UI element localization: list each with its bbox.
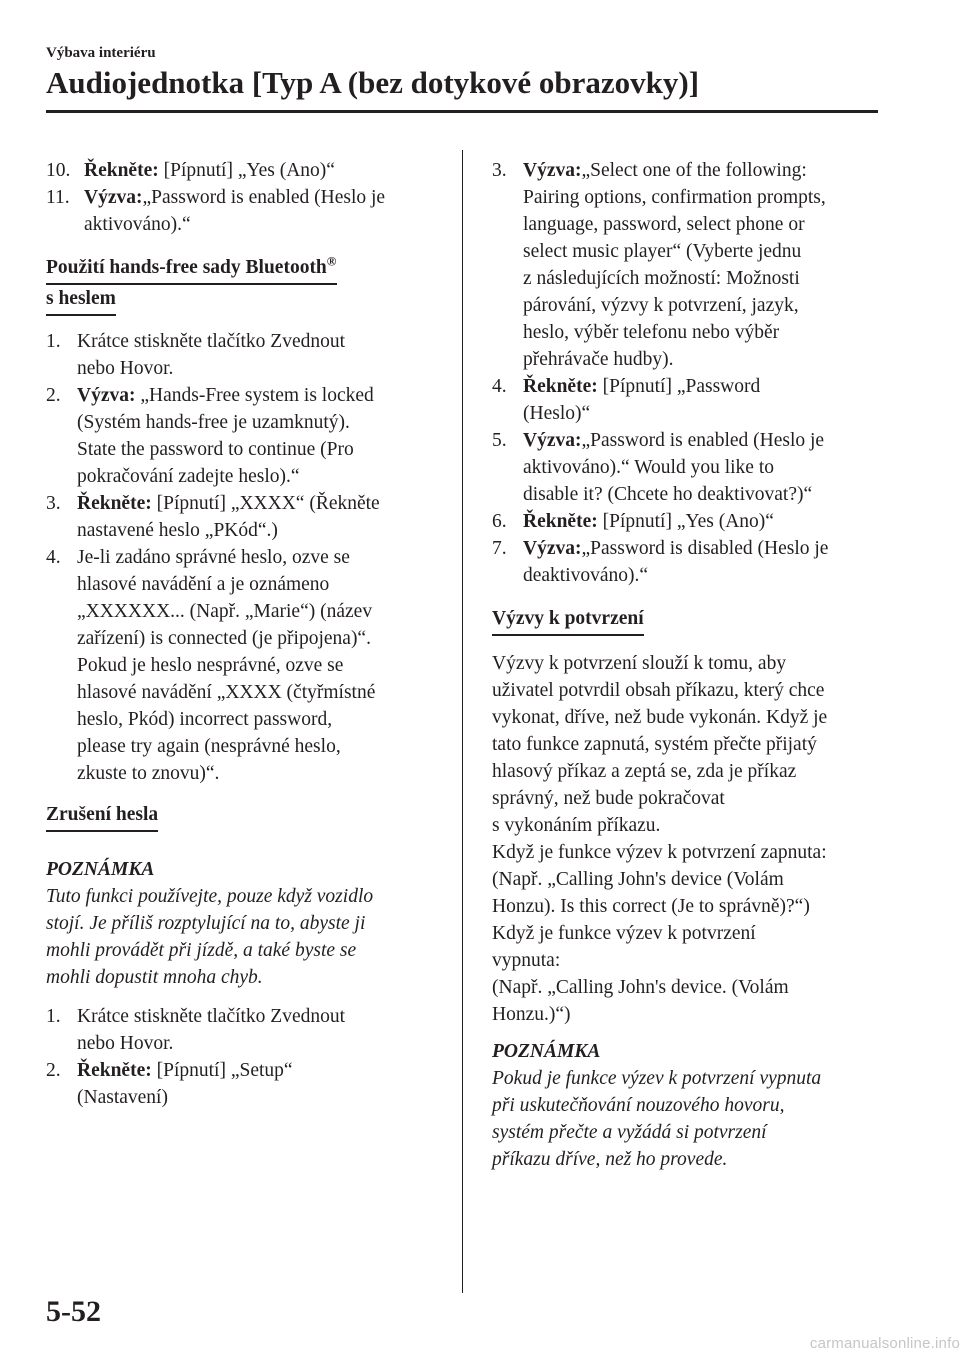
step-label: Řekněte: <box>84 160 159 181</box>
paragraph-line: (Např. „Calling John's device (Volám <box>492 869 784 890</box>
step-text: přehrávače hudby). <box>523 349 674 370</box>
step-text: deaktivováno).“ <box>523 565 649 586</box>
step-line <box>77 625 444 652</box>
step-line <box>523 508 882 535</box>
step-line <box>77 706 444 733</box>
step-line <box>523 346 882 373</box>
confirmation-paragraph <box>492 650 882 1028</box>
step-line <box>523 238 882 265</box>
step-text: „Select one of the following: <box>581 160 807 181</box>
step-line <box>523 481 882 508</box>
step-line <box>523 292 882 319</box>
step-line <box>523 535 882 562</box>
step-text: Pairing options, confirmation prompts, <box>523 187 826 208</box>
list-item <box>46 382 444 490</box>
step-line <box>523 211 882 238</box>
step-text: hlasové navádění „XXXX (čtyřmístné <box>77 682 376 703</box>
step-text: zařízení) is connected (je připojena)“. <box>77 628 371 649</box>
note-line: mohli dopustit mnoha chyb. <box>46 967 263 988</box>
registered-mark: ® <box>326 253 337 269</box>
step-text: heslo, Pkód) incorrect password, <box>77 709 333 730</box>
step-line <box>523 184 882 211</box>
step-line <box>77 571 444 598</box>
step-line <box>523 454 882 481</box>
step-text: [Pípnutí] „Yes (Ano)“ <box>597 511 774 532</box>
step-text: z následujících možností: Možnosti <box>523 268 800 289</box>
page-header <box>46 44 878 102</box>
heading-cancel-password-wrap <box>46 801 444 832</box>
step-line <box>523 265 882 292</box>
step-list-middle <box>46 328 444 787</box>
step-text: aktivováno).“ Would you like to <box>523 457 774 478</box>
heading-line-1: Použití hands-free sady Bluetooth® <box>46 255 337 285</box>
step-text: language, password, select phone or <box>523 214 805 235</box>
page-title: Audiojednotka [Typ A (bez dotykové obrazovky)] <box>46 65 700 100</box>
step-label: Řekněte: <box>77 1060 152 1081</box>
step-number: 4. <box>46 547 61 568</box>
heading-line-2: s heslem <box>46 286 116 316</box>
step-line <box>84 157 444 184</box>
step-text: heslo, výběr telefonu nebo výběr <box>523 322 780 343</box>
step-text: [Pípnutí] „Password <box>597 376 761 397</box>
paragraph-line: s vykonáním příkazu. <box>492 815 661 836</box>
step-label: Výzva: <box>523 538 582 559</box>
step-text: (Heslo)“ <box>523 403 591 424</box>
list-item <box>492 157 882 373</box>
step-label: Výzva: <box>523 430 582 451</box>
list-item <box>492 373 882 427</box>
step-number: 1. <box>46 1006 61 1027</box>
list-item <box>46 184 444 238</box>
step-line <box>77 652 444 679</box>
step-line <box>77 463 444 490</box>
note-line: stojí. Je příliš rozptylující na to, abyste ji <box>46 913 366 934</box>
note-text <box>46 883 444 991</box>
step-label: Řekněte: <box>77 493 152 514</box>
note-title-right: POZNÁMKA <box>492 1041 601 1062</box>
watermark: carmanualsonline.info <box>809 1335 960 1352</box>
heading-confirmation-prompts: Výzvy k potvrzení <box>492 606 644 636</box>
step-text: please try again (nesprávné heslo, <box>77 736 341 757</box>
paragraph-line: uživatel potvrdil obsah příkazu, který chce <box>492 680 825 701</box>
step-line <box>523 562 882 589</box>
list-item <box>46 328 444 382</box>
heading-confirmation-wrap <box>492 605 882 636</box>
step-text: hlasové navádění a je oznámeno <box>77 574 330 595</box>
step-line <box>77 760 444 787</box>
list-item <box>492 427 882 508</box>
paragraph-line: správný, než bude pokračovat <box>492 788 725 809</box>
step-text: Krátce stiskněte tlačítko Zvednout <box>77 331 346 352</box>
paragraph-line: Výzvy k potvrzení slouží k tomu, aby <box>492 653 787 674</box>
note-title: POZNÁMKA <box>46 859 155 880</box>
step-line <box>77 328 444 355</box>
paragraph-line: (Např. „Calling John's device. (Volám <box>492 977 789 998</box>
step-line <box>84 184 444 211</box>
step-line <box>77 436 444 463</box>
list-item <box>46 1003 444 1057</box>
step-line <box>523 319 882 346</box>
step-text: „Password is enabled (Heslo je <box>581 430 825 451</box>
step-text: [Pípnutí] „Setup“ <box>151 1060 293 1081</box>
step-text: nastavené heslo „PKód“.) <box>77 520 278 541</box>
note-text-right <box>492 1065 882 1173</box>
step-list-right <box>492 157 882 589</box>
step-line <box>77 1084 444 1111</box>
page-number: 5-52 <box>46 1295 101 1328</box>
note-block-right <box>492 1038 882 1173</box>
paragraph-line: Honzu). Is this correct (Je to správně)?“) <box>492 896 810 917</box>
paragraph-line: Když je funkce výzev k potvrzení zapnuta: <box>492 842 827 863</box>
note-line: Tuto funkci používejte, pouze když vozidlo <box>46 886 374 907</box>
step-line <box>77 1003 444 1030</box>
step-line <box>77 409 444 436</box>
step-line <box>77 517 444 544</box>
step-text: disable it? (Chcete ho deaktivovat?)“ <box>523 484 813 505</box>
step-text: Pokud je heslo nesprávné, ozve se <box>77 655 344 676</box>
step-number: 2. <box>46 385 61 406</box>
note-block <box>46 856 444 991</box>
step-line <box>77 544 444 571</box>
step-line <box>77 355 444 382</box>
step-list-bottom <box>46 1003 444 1111</box>
step-text: nebo Hovor. <box>77 1033 174 1054</box>
step-text: nebo Hovor. <box>77 358 174 379</box>
step-label: Výzva: <box>84 187 143 208</box>
step-line <box>77 1030 444 1057</box>
step-line <box>77 490 444 517</box>
step-text: aktivováno).“ <box>84 214 191 235</box>
note-line: systém přečte a vyžádá si potvrzení <box>492 1122 767 1143</box>
step-line <box>523 373 882 400</box>
step-line <box>84 211 444 238</box>
step-number: 3. <box>492 160 507 181</box>
step-list-top <box>46 157 444 238</box>
step-text: „Hands-Free system is locked <box>135 385 374 406</box>
note-line: při uskutečňování nouzového hovoru, <box>492 1095 785 1116</box>
step-text: (Nastavení) <box>77 1087 168 1108</box>
section-label: Výbava interiéru <box>46 45 156 61</box>
paragraph-line: Když je funkce výzev k potvrzení <box>492 923 756 944</box>
step-text: [Pípnutí] „Yes (Ano)“ <box>158 160 335 181</box>
paragraph-line: vykonat, dříve, než bude vykonán. Když je <box>492 707 828 728</box>
column-divider <box>462 150 463 1293</box>
list-item <box>492 535 882 589</box>
step-label: Výzva: <box>523 160 582 181</box>
left-column <box>46 157 444 1111</box>
step-label: Řekněte: <box>523 511 598 532</box>
step-number: 3. <box>46 493 61 514</box>
heading-cancel-password: Zrušení hesla <box>46 802 158 832</box>
header-rule <box>46 110 878 113</box>
step-text: „Password is enabled (Heslo je <box>142 187 386 208</box>
list-item <box>46 490 444 544</box>
step-text: select music player“ (Vyberte jednu <box>523 241 802 262</box>
step-number: 2. <box>46 1060 61 1081</box>
step-number: 4. <box>492 376 507 397</box>
note-line: Pokud je funkce výzev k potvrzení vypnuta <box>492 1068 822 1089</box>
step-text: „XXXXXX... (Např. „Marie“) (název <box>77 601 373 622</box>
right-column <box>492 157 882 1173</box>
step-number: 6. <box>492 511 507 532</box>
step-text: Je-li zadáno správné heslo, ozve se <box>77 547 350 568</box>
step-text: State the password to continue (Pro <box>77 439 354 460</box>
step-number: 7. <box>492 538 507 559</box>
step-text: (Systém hands-free je uzamknutý). <box>77 412 350 433</box>
step-line <box>77 679 444 706</box>
step-label: Výzva: <box>77 385 136 406</box>
step-text: párování, výzvy k potvrzení, jazyk, <box>523 295 799 316</box>
step-label: Řekněte: <box>523 376 598 397</box>
paragraph-line: vypnuta: <box>492 950 561 971</box>
step-number: 5. <box>492 430 507 451</box>
list-item <box>46 1057 444 1111</box>
step-line <box>77 598 444 625</box>
list-item <box>492 508 882 535</box>
heading-bluetooth-password <box>46 254 444 316</box>
step-line <box>77 382 444 409</box>
note-line: příkazu dříve, než ho provede. <box>492 1149 728 1170</box>
step-line <box>77 1057 444 1084</box>
list-item <box>46 544 444 787</box>
step-number: 11. <box>46 187 70 208</box>
step-line <box>77 733 444 760</box>
note-line: mohli provádět při jízdě, a také byste se <box>46 940 357 961</box>
step-text: zkuste to znovu)“. <box>77 763 220 784</box>
step-line <box>523 427 882 454</box>
step-number: 10. <box>46 160 71 181</box>
step-line <box>523 400 882 427</box>
paragraph-line: Honzu.)“) <box>492 1004 571 1025</box>
step-line <box>523 157 882 184</box>
step-text: „Password is disabled (Heslo je <box>581 538 829 559</box>
step-text: Krátce stiskněte tlačítko Zvednout <box>77 1006 346 1027</box>
paragraph-line: tato funkce zapnutá, systém přečte přijatý <box>492 734 817 755</box>
paragraph-line: hlasový příkaz a zeptá se, zda je příkaz <box>492 761 797 782</box>
list-item <box>46 157 444 184</box>
step-text: pokračování zadejte heslo).“ <box>77 466 300 487</box>
step-number: 1. <box>46 331 61 352</box>
step-text: [Pípnutí] „XXXX“ (Řekněte <box>151 493 380 514</box>
